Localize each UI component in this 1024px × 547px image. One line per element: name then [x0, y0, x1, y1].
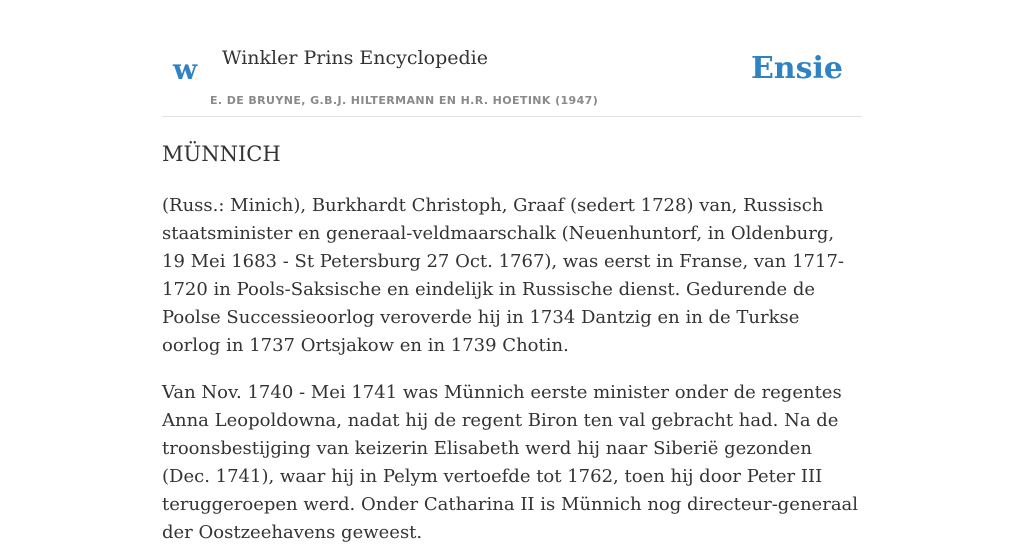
logo-icon[interactable]: w	[173, 53, 198, 86]
article-paragraph: Van Nov. 1740 - Mei 1741 was Münnich eerste minister onder de regentes Anna Leopoldowna, nadat hij de regent Biron ten val gebracht had. Na de troonsbestijging van keizerin Elisabeth werd hij naar Siberië gezonden (Dec. 1741), waar hij in Pelym vertoefde tot 1762, toen hij door Peter III teruggeroepen werd. Onder Catharina II is Münnich nog directeur-generaal der Oostzeehavens geweest.	[162, 382, 859, 543]
brand-logo[interactable]: Ensie	[750, 51, 843, 86]
site-title[interactable]: Winkler Prins Encyclopedie	[222, 47, 488, 69]
site-header	[162, 0, 862, 117]
article-title: MÜNNICH	[162, 142, 281, 166]
article	[162, 138, 862, 547]
site-subtitle: E. DE BRUYNE, G.B.J. HILTERMANN EN H.R. HOETINK (1947)	[210, 94, 599, 107]
article-paragraph: (Russ.: Minich), Burkhardt Christoph, Graaf (sedert 1728) van, Russisch staatsminister en generaal-veldmaarschalk (Neuenhuntorf, in Oldenburg, 19 Mei 1683 - St Petersburg 27 Oct. 1767), was eerst in Franse, van 1717-1720 in Pools-Saksische en eindelijk in Russische dienst. Gedurende de Poolse Successieoorlog veroverde hij in 1734 Dantzig en in de Turkse oorlog in 1737 Ortsjakow en in 1739 Chotin.	[162, 195, 844, 356]
